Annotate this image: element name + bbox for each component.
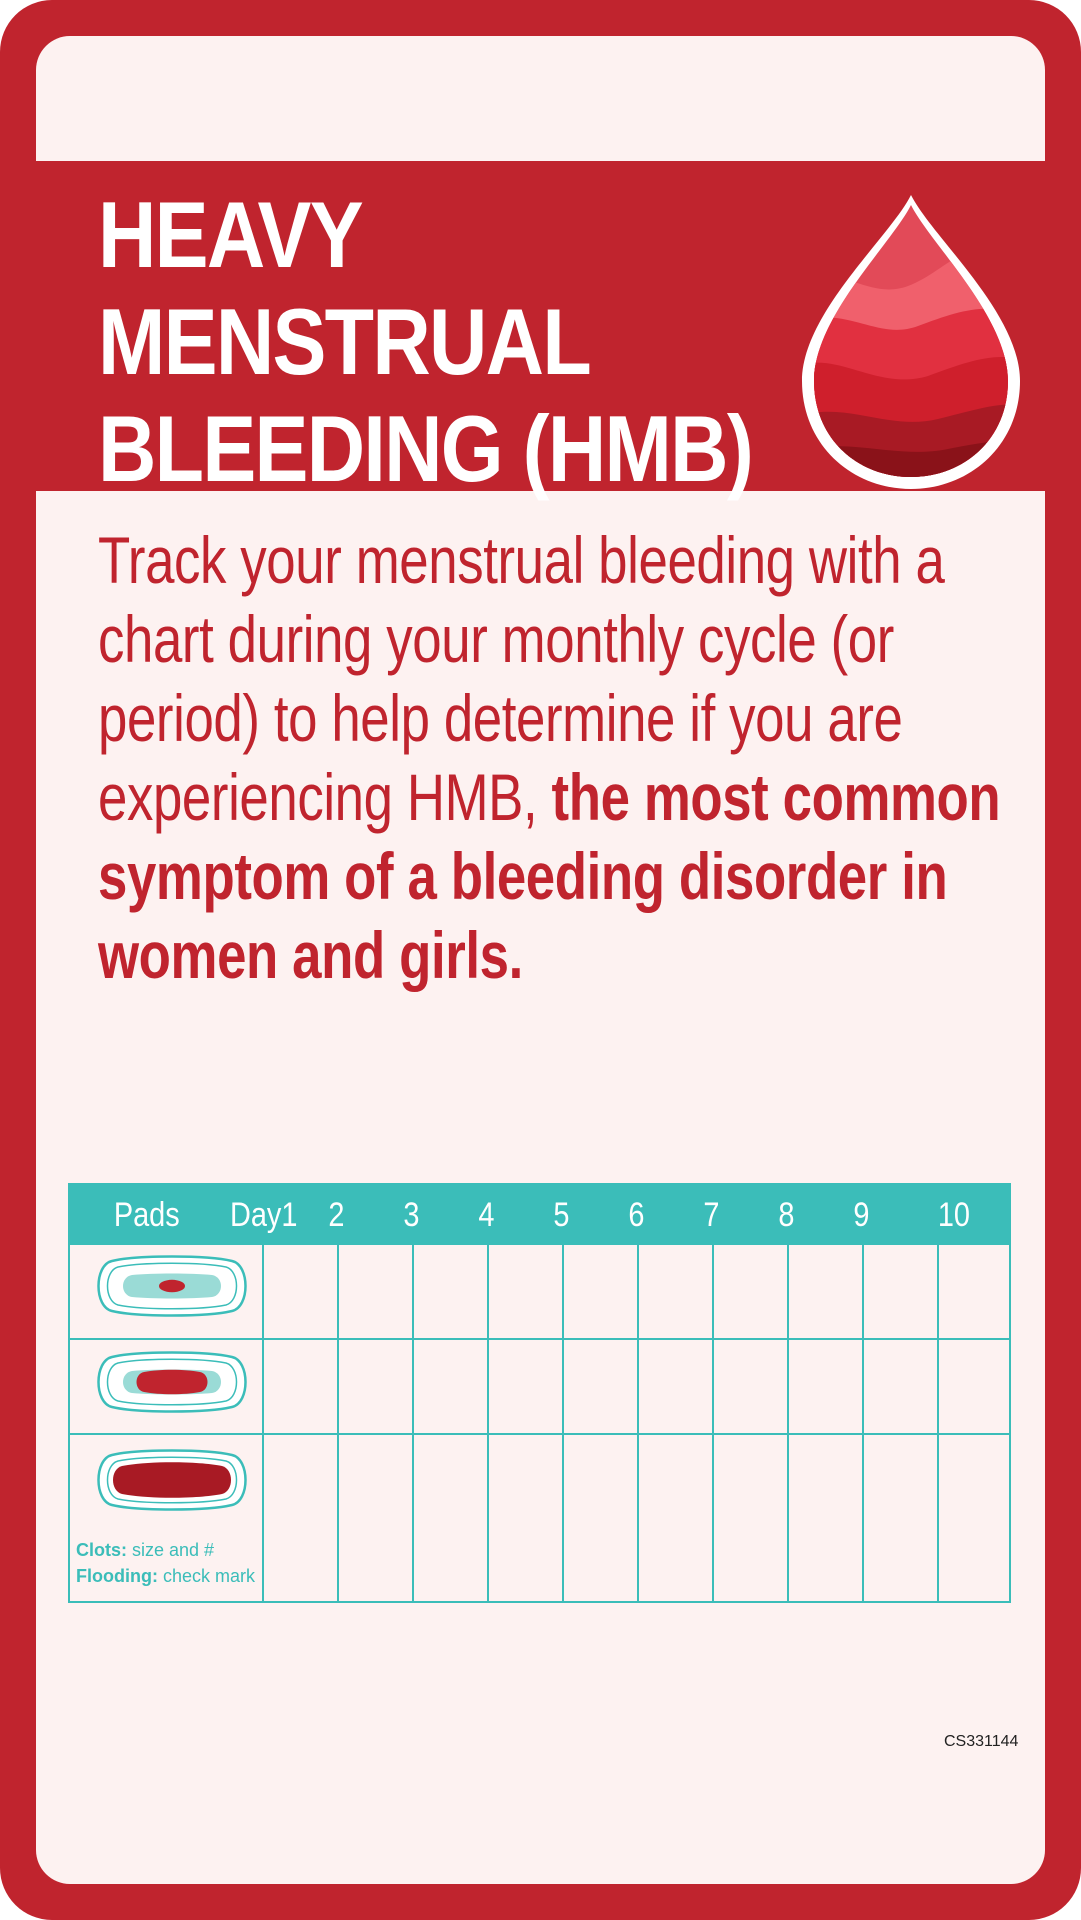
header-day-2: 2 — [328, 1196, 345, 1234]
pad-medium-icon — [92, 1349, 252, 1415]
header-day-4: 4 — [478, 1196, 495, 1234]
grid-line — [70, 1433, 1009, 1435]
grid-line — [862, 1245, 864, 1601]
title-line-1: HEAVY — [98, 182, 362, 287]
clots-note: Clots: size and # — [76, 1540, 215, 1560]
card-body — [36, 36, 1045, 1884]
grid-line — [487, 1245, 489, 1601]
grid-line — [262, 1245, 264, 1601]
grid-line — [937, 1245, 939, 1601]
grid-line — [412, 1245, 414, 1601]
bleeding-tracker-table — [68, 1183, 1011, 1603]
grid-line — [712, 1245, 714, 1601]
grid-line — [337, 1245, 339, 1601]
flooding-note: Flooding: check mark — [76, 1566, 255, 1586]
grid-line — [70, 1338, 1009, 1340]
header-day-5: 5 — [553, 1196, 570, 1234]
header-day-8: 8 — [778, 1196, 795, 1234]
tracker-header-row — [70, 1185, 1009, 1245]
grid-line — [562, 1245, 564, 1601]
page-title — [98, 181, 752, 502]
header-day-1: Day1 — [229, 1196, 298, 1234]
title-line-3: BLEEDING (HMB) — [98, 396, 753, 501]
header-pads: Pads — [114, 1196, 180, 1234]
intro-bold-text: the most common symptom of a bleeding disorder in women and girls. — [98, 760, 1001, 992]
document-code: CS331144 — [944, 1733, 1019, 1750]
pad-light-icon — [92, 1253, 252, 1319]
intro-regular-text: Track your menstrual bleeding with a chart during your monthly cycle (or period) to help determine if you are experiencing HMB, — [98, 523, 945, 834]
intro-paragraph — [98, 521, 1018, 995]
title-banner — [36, 161, 1045, 501]
header-day-3: 3 — [403, 1196, 420, 1234]
header-day-6: 6 — [628, 1196, 645, 1234]
grid-line — [787, 1245, 789, 1601]
header-day-10: 10 — [937, 1196, 971, 1234]
grid-line — [637, 1245, 639, 1601]
title-line-2: MENSTRUAL — [98, 289, 590, 394]
pad-heavy-icon — [92, 1447, 252, 1513]
header-day-9: 9 — [853, 1196, 870, 1234]
header-day-7: 7 — [703, 1196, 720, 1234]
blood-drop-icon — [798, 191, 1024, 491]
tracker-notes — [76, 1537, 255, 1589]
